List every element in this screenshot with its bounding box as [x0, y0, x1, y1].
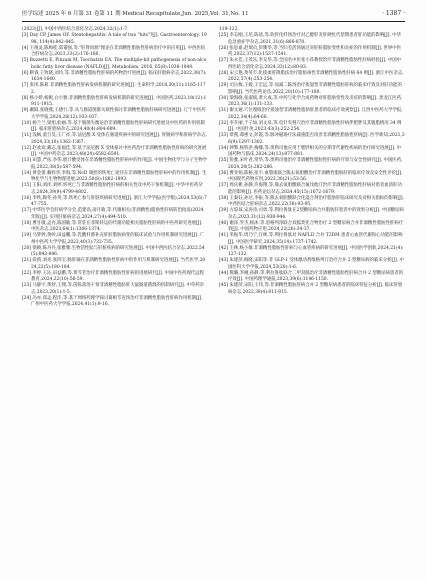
reference-entry: [38] 王秦钰,孙达,李振,等.熊去氧胆酸联合化湿合剂治疗脂肪肝临床研究及对相关指标的影响[J]. 中西医结合肝病杂志,2022,22(16):93-95. [219, 195, 405, 207]
reference-entry: [20] 梁峤,陈丹丹,张雅雅.生物活性肽与肝脏疾病的研究进展[J]. 中国中西医结合杂志,2022,54(5):843-846. [22, 245, 205, 257]
reference-entry: [29] 司岳梅,王媛,王宏远,等.加减二陈汤治疗痰湿型非酒精性脂肪肝病的临床疗效及对肝功能的影响[J]. 当代医药论丛,2022,20(10):177-180. [219, 83, 402, 95]
reference-entry: [11] 浅枫,童旦昊,王广祥,等.法尼醇 X 受体在肠道疾病中的研究进展[J]. 胃肠病学和肝病学杂志,2024,33(10):1362-1367. [22, 133, 207, 145]
reference-entry: [6] 靳睿,王致晓,刘玲,等.非酒精性脂肪性肝病的药物治疗进展[J]. 临床肝胆病杂志,2022,38(7):1634-1640. [22, 70, 207, 82]
reference-entry: [18] 曹甘敏,孟亮,陈国敏,等.常驻在菲斯转运的代谢功能相关脂肪性肝病的中医药研究进展[J]. 中医杂志,2023,64(1):1366-1374. [22, 220, 203, 232]
reference-entry: [23] 马静宇,黄舒,王翔,等.茵陈蒿汤干预非酒精性脂肪肝大鼠肠道菌群的机制研究[J]. 中草药杂志,2023,20(1):1-5. [22, 283, 205, 295]
reference-entry: [32] 李升丽,于子如,刘文泉,等.电针夹脊穴治疗非酒精性脂肪性肝病伴肥胖及其腹脂情况 34 例[J]. 中国针灸,2023,43(3):252-254. [219, 120, 402, 132]
reference-entry: [30] 梁海晓,张淑斌,黄大成,等.中药与化学合成药物对肝脂肪变性及炎症的影响[J]. 黑龙江医药,2023,36(1):131-133. [219, 95, 403, 107]
reference-entry: [14] 黄金蕾,赖梓华,李海,等.NcD 调控的铁死亡途径在非酒精性脂肪性肝病中的作用机制[J]. 生物化学与生物物理进展,2023,50(8):1882-1893. [22, 170, 207, 182]
reference-entry: [31] 谢文通.穴位埋线治疗痰浊型非酒精性脂肪肝患者的临床疗效观察[J]. 江西中医药大学学报,2022,34(4):64-66. [219, 108, 403, 120]
reference-entry: [43] 朱建萍,杨晓,宋阳等.非 GLP-1 受体激动剂维格列汀治疗合并 2 型糖尿病的临床分析[J]. 中国医科大学学报,2024,53(20):1-6. [219, 258, 404, 270]
reference-entry: [28] 宋云艳,黄英丰.化痰柔肝降脂法治疗脂肪毒性非酒精性脂肪性肝病 64 例[J]. 浙江中医杂志,2022,57(4):253-254. [219, 70, 404, 82]
reference-entry: [16] 李铁,陶冬,孙英,等.铁死亡参与肝脏疾病研究进展[J]. 浙江大学学报(医学版),2024,53(6):747-755. [22, 195, 207, 207]
reference-entry: [33] 覃燕,谭惠文,彭霞,等.脉冲磁场疗法减重能否改善非酒精性脂肪性肝病[J]. 医学新知,2021,36(9):1297-1302. [219, 133, 405, 145]
reference-entry: 119-122. [219, 27, 239, 32]
reference-entry: [3] Day CP, James OF. Steatohepatitis: A tale of two "hits"?[J]. Gastroenterology, 1998, 114(4):842-845. [22, 33, 207, 45]
reference-entry: [27] 朱永佳,王茂乐,李戈华,等.全国名中医张小萍教授治疗非酒精性脂肪性肝病经验[J]. 中国中西医结合消化杂志,2024,33(12):80-83. [219, 58, 402, 70]
reference-entry: [41] 米振华,周乃宁,汪林,等.利拉鲁肽对 NAFLD 合并 T2DM 患者心血管代谢和心功能的影响[J]. 中国医学研究,2024,35(14):1737-1742. [219, 233, 403, 245]
reference-entry: [36] 曹亚娟,陈秘,张宇.血脂康联合熊去氧胆酸治疗非酒精性脂肪肝的临床疗效及安全性评价[J]. 中国现代药物应用,2023,30(21):53-56. [219, 170, 403, 182]
right-reference-column [219, 27, 405, 296]
reference-entry: [42] 王林,杨小敏.非酒精性脂肪性肝病与心血管疾病的研究进展[J]. 中国医学创新,2024,21(4):127-132. [219, 245, 404, 257]
header-rule [22, 21, 405, 22]
reference-entry: [25] 李志刚,王培,陈清,等.软肝化纤汤治疗对乙醇肝炎肝硬化代偿期患者肝功能的影响[J]. 中华危急重症学杂志,2021,31(6):866-870. [219, 33, 402, 45]
left-reference-column [22, 27, 208, 308]
reference-entry: [15] 王阳,刘洋,刘婷.铁死亡与非酒精性脂肪性肝病的相关性及中药干预机制[J]. 中华中医药杂志,2024,39(9):4799-4802. [22, 183, 203, 195]
page-header [22, 9, 405, 19]
page-number: · 1387 · [382, 10, 405, 17]
reference-entry: [44] 熊璐,李刚,孙静,等.利拉鲁肽联合二甲双胍治疗非酒精性脂肪性肝病合并 2 型糖尿病患者的疗效[J]. 中国药理学通报,2023,39(6):1146-1150. [219, 270, 404, 282]
reference-entry: [12] 赵欢欢,戴志,张福佳,等.基于法尼醇 X 受体探讨中医药治疗非酒精性脂肪性肝病的研究进展[J]. 中国中药杂志,2023,48(24):6582-6591. [22, 145, 207, 157]
journal-running-head: 医学综述 2025 年 6 月第 31 卷第 11 期 Medical Recapitulate,Jun. 2025,Vol. 31,No. 11 [22, 11, 249, 17]
reference-entry: [7] 张彤,陈莉.非酒精性脂肪性肝病发病机制的研究进展[J]. 生命科学,2018,30(11):1165-1172. [22, 83, 206, 95]
reference-entry: [4] 王俊灵,陈梅桂,郑董强,等."肝肾同源"理论在非酒精性脂肪性肝病治疗中的应用[J]. 中西医结合肝病杂志,2023,33(2):176-180. [22, 45, 206, 57]
reference-entry: [19] 马梦婷,黄岭,田益鹏,等.乳酸杆菌补充肝脏脂肪病变的临床试验与作用机制研究进展[J]. 广州中医药大学学报,2023,40(3):732-735. [22, 233, 205, 245]
reference-entry: [17] 中华医学会肝病学分会,范建高,南月敏,等.代谢相关(非酒精性)脂肪性肝病防治指南(2024 年版)[J]. 实用肝脏病杂志,2024,27(4):494-510. [22, 208, 204, 220]
reference-entry: [39] 方琼琼,宋涛涛,司勇,等.利拉鲁肽在2型糖尿病合并脂肪肝患者中的效果分析[J]. 中国糖尿病杂志,2023,31(12):938-944. [219, 208, 404, 220]
reference-entry: (2023)[J]. 中国中西医结合消化杂志,2024,32(1):1-7. [22, 27, 129, 32]
reference-entry: [35] 钮雅,宋叶君,常华,等.奥利司他治疗非酒精性脂肪性肝病的疗效与安全性研究[J]. 中国医药,2024,24(5):282-286. [219, 158, 403, 170]
reference-entry: [9] 戴阳,张晓燕,王德行,等.从与肠道菌群关联性探讨非酒精性脂肪肝病研究进展[J]. 辽宁中医药大学学报,2024,26(12):103-107. [22, 108, 206, 120]
reference-entry: [26] 张思嘉,赵瑞贞,彭珊华,等.当归羌活汤通过对肝脏脂肪变性和炎症的作用机制[J]. 世界中医药,2022,37(12):1537-1541. [219, 45, 402, 57]
reference-entry: [13] 田慧,严佑,李伟.胆汁酸受体在非酒精性脂肪性肝病中的作用[J]. 中国生物化学与分子生物学报,2022,38(5):587-594. [22, 158, 208, 170]
reference-entry: [22] 李婷,王沁,田益鹏,等.黄芩苷治疗非酒精性脂肪性肝病的进展研究[J]. 中国中医药现代远程教育,2024,22(10):56-59. [22, 270, 205, 282]
reference-entry: [5] Buzzetti E, Pinzani M, Tsochatzis EA. The multiple-hit pathogenesis of non-alcoholic fatty liver disease (NAFLD)[J]. Metabolism, 2016, 65(8):1038-1048. [22, 58, 207, 70]
reference-entry: [8] 杨小娇,杨帆,白小雅.非酒精性脂肪性肝病发病机制的研究进展[J]. 中国医药,2023,18(12):1911-1915. [22, 95, 207, 107]
reference-entry: [37] 周庆彬,孙静,许海翔,等.熊去氧胆酸联合氟伐他汀治疗非酒精性脂肪性肝病对患者血清肝功能的影响[J]. 医药论坛杂志,2024,45(15):1672-1679. [219, 183, 402, 195]
reference-entry: [21] 段倩,刘亮,张四宝.肠肝轴在非酒精性脂肪性肝病中的作用与机制研究进展[J]. 当代医学,2024,22(5):180-184. [22, 258, 206, 270]
reference-entry: [24] 冯亦,郑孟,程洋,等.基于网络药理学探讨葛根芩连汤治疗非酒精性脂肪性肝病作用机制[J]. 广州中医药大学学报,2024,41(1):9-16. [22, 295, 203, 307]
reference-entry: [45] 朱建萍,宋阳,王伟,等.非酒精性脂肪肝病合并 2 型糖尿病患者的临床特征分析[J]. 临床肝胆病杂志,2022,38(4):811-815. [219, 283, 403, 295]
reference-entry: [34] 钟擎,杨铁洪,梅娜,等.奥利司他应用于肥胖相关的分期非代谢性疾病的治疗研究进展[J]. 中国药物与临床,2024,24(13):877-881. [219, 145, 402, 157]
reference-entry: [40] 谢泽,罗杰,杨沐,等.恩格列净联合双胍类化合物治疗 2 型糖尿病合并非酒精性脂肪性肝病疗效[J]. 中国药物应用,2024,22(26):34-37. [219, 220, 404, 232]
reference-entry: [10] 杨兰兰,梁旭,仙丽,等.基于肠菌失衡论治非酒精性脂肪性肝病研究进展及中医药的作用机制[J]. 临床肝胆病杂志,2024,40(4):804-809. [22, 120, 205, 132]
